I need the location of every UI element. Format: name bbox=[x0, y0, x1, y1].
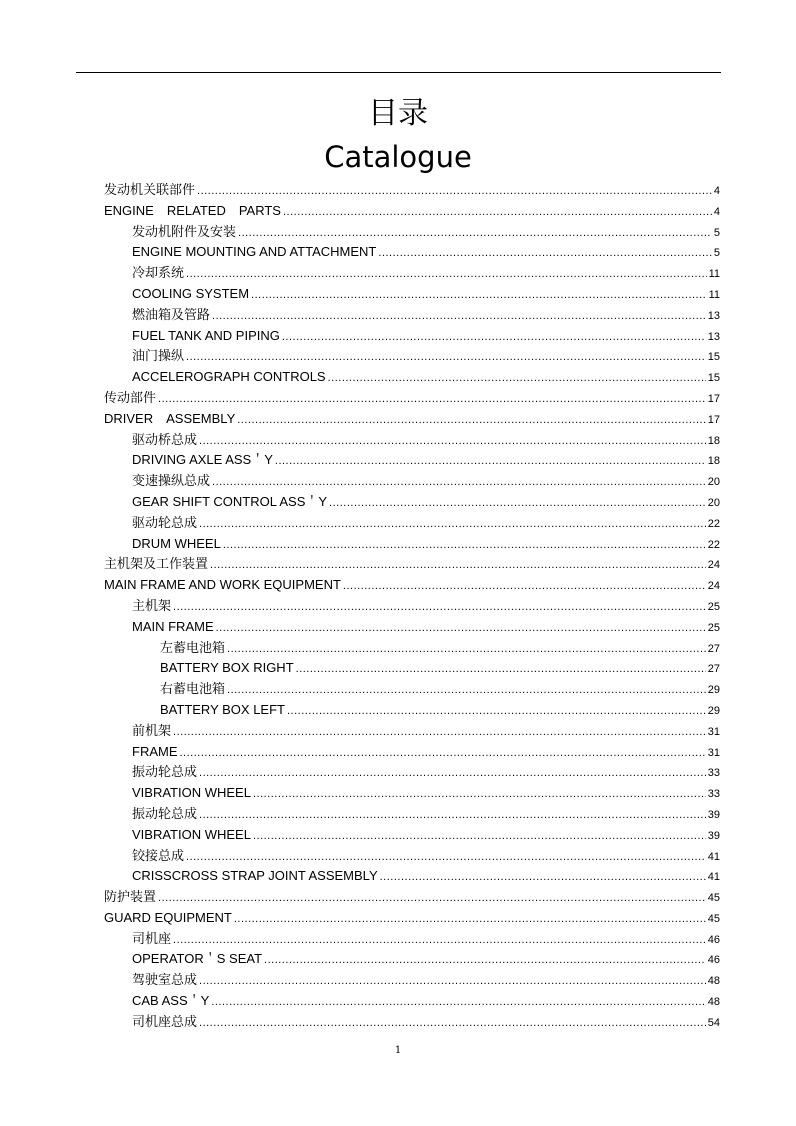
toc-entry-label: 左蓄电池箱 bbox=[160, 639, 226, 655]
dot-leader bbox=[275, 451, 706, 472]
toc-entry[interactable] bbox=[104, 887, 720, 908]
toc-entry[interactable] bbox=[104, 762, 720, 783]
toc-entry-page: 39 bbox=[707, 829, 720, 842]
toc-entry-label: VIBRATION WHEEL bbox=[132, 826, 251, 842]
toc-entry-label: GEAR SHIFT CONTROL ASS＇Y bbox=[132, 493, 328, 509]
toc-entry-page: 33 bbox=[707, 788, 720, 801]
toc-entry-label: COOLING SYSTEM bbox=[132, 285, 250, 301]
toc-entry-page: 46 bbox=[707, 954, 720, 967]
toc-entry-label: OPERATOR＇S SEAT bbox=[132, 951, 263, 967]
toc-entry-page: 20 bbox=[707, 476, 720, 489]
dot-leader bbox=[199, 514, 706, 535]
toc-entry-page: 24 bbox=[707, 559, 720, 572]
dot-leader bbox=[173, 930, 706, 951]
toc-entry-page: 18 bbox=[707, 455, 720, 468]
toc-entry-page: 22 bbox=[707, 517, 720, 530]
toc-entry[interactable] bbox=[104, 742, 720, 763]
dot-leader bbox=[343, 576, 706, 597]
toc-entry[interactable] bbox=[104, 326, 720, 347]
toc-entry[interactable] bbox=[104, 804, 720, 825]
toc-entry-page: 20 bbox=[707, 496, 720, 509]
toc-entry-label: ENGINE RELATED PARTS bbox=[104, 202, 281, 218]
dot-leader bbox=[212, 472, 706, 493]
toc-entry-label: 驱动轮总成 bbox=[132, 514, 198, 530]
toc-entry[interactable] bbox=[104, 721, 720, 742]
toc-entry-page: 27 bbox=[707, 663, 720, 676]
toc-entry-page: 29 bbox=[707, 684, 720, 697]
dot-leader bbox=[380, 867, 706, 888]
toc-entry[interactable] bbox=[104, 929, 720, 950]
toc-entry-label: CAB ASS＇Y bbox=[132, 993, 210, 1009]
toc-entry-page: 25 bbox=[707, 621, 720, 634]
toc-entry[interactable] bbox=[104, 908, 720, 929]
toc-entry[interactable] bbox=[104, 1012, 720, 1033]
dot-leader bbox=[173, 597, 706, 618]
toc-entry[interactable] bbox=[104, 367, 720, 388]
toc-entry-label: 驾驶室总成 bbox=[132, 972, 198, 988]
toc-entry-label: 油门操纵 bbox=[132, 348, 185, 364]
toc-entry-page: 4 bbox=[713, 205, 720, 218]
dot-leader bbox=[186, 264, 707, 285]
toc-entry-label: BATTERY BOX LEFT bbox=[160, 701, 285, 717]
toc-entry-label: 燃油箱及管路 bbox=[132, 306, 211, 322]
toc-entry-label: DRUM WHEEL bbox=[132, 535, 221, 551]
toc-entry-page: 39 bbox=[707, 808, 720, 821]
toc-entry-page: 15 bbox=[707, 351, 720, 364]
dot-leader bbox=[158, 888, 706, 909]
toc-entry[interactable] bbox=[104, 263, 720, 284]
toc-entry-label: FUEL TANK AND PIPING bbox=[132, 327, 280, 343]
toc-entry[interactable] bbox=[104, 575, 720, 596]
toc-entry-page: 54 bbox=[707, 1016, 720, 1029]
toc-entry-page: 45 bbox=[707, 912, 720, 925]
dot-leader bbox=[227, 680, 706, 701]
dot-leader bbox=[264, 950, 706, 971]
toc-entry-label: 振动轮总成 bbox=[132, 805, 198, 821]
toc-entry-label: MAIN FRAME bbox=[132, 618, 214, 634]
dot-leader bbox=[328, 368, 706, 389]
toc-entry-label: ACCELEROGRAPH CONTROLS bbox=[132, 369, 326, 385]
dot-leader bbox=[234, 909, 706, 930]
toc-entry[interactable] bbox=[104, 305, 720, 326]
dot-leader bbox=[199, 431, 706, 452]
dot-leader bbox=[223, 535, 706, 556]
toc-entry[interactable] bbox=[104, 388, 720, 409]
page-title-cn: 目录 bbox=[368, 96, 428, 131]
toc-entry-label: FRAME bbox=[132, 743, 178, 759]
dot-leader bbox=[199, 971, 706, 992]
toc-entry-page: 11 bbox=[708, 268, 720, 281]
dot-leader bbox=[282, 327, 706, 348]
page-number: 1 bbox=[394, 1045, 402, 1056]
toc-entry-label: 发动机关联部件 bbox=[104, 182, 196, 197]
toc-entry-label: GUARD EQUIPMENT bbox=[104, 909, 232, 925]
toc-entry-label: 防护装置 bbox=[104, 889, 157, 905]
toc-entry-page: 29 bbox=[707, 704, 720, 717]
dot-leader bbox=[253, 826, 706, 847]
toc-entry[interactable] bbox=[104, 492, 720, 513]
toc-entry-page: 41 bbox=[707, 850, 720, 863]
toc-entry[interactable] bbox=[104, 513, 720, 534]
toc-entry[interactable] bbox=[104, 846, 720, 867]
dot-leader bbox=[238, 223, 712, 244]
toc-entry[interactable] bbox=[104, 949, 720, 970]
toc-entry-page: 17 bbox=[707, 392, 720, 405]
toc-entry[interactable] bbox=[104, 284, 720, 305]
dot-leader bbox=[180, 743, 706, 764]
toc-entry-label: 铰接总成 bbox=[132, 847, 185, 863]
toc-entry-page: 33 bbox=[707, 767, 720, 780]
dot-leader bbox=[210, 555, 706, 576]
dot-leader bbox=[211, 992, 705, 1013]
toc-entry-page: 31 bbox=[707, 725, 720, 738]
toc-entry-label: DRIVER ASSEMBLY bbox=[104, 410, 236, 426]
toc-entry-label: 振动轮总成 bbox=[132, 764, 198, 780]
dot-leader bbox=[216, 618, 706, 639]
toc-entry-page: 48 bbox=[707, 975, 720, 988]
toc-entry-page: 17 bbox=[707, 413, 720, 426]
dot-leader bbox=[237, 410, 706, 431]
toc-entry[interactable] bbox=[104, 638, 720, 659]
toc-entry[interactable] bbox=[104, 970, 720, 991]
toc-entry[interactable] bbox=[104, 346, 720, 367]
toc-entry-page: 46 bbox=[707, 933, 720, 946]
toc-entry[interactable] bbox=[104, 658, 720, 679]
dot-leader bbox=[227, 639, 706, 660]
dot-leader bbox=[158, 389, 706, 410]
toc-entry-page: 18 bbox=[707, 434, 720, 447]
toc-entry[interactable] bbox=[104, 201, 720, 222]
toc-entry-label: 司机座总成 bbox=[132, 1013, 198, 1029]
page-title-en: Catalogue bbox=[324, 140, 472, 174]
toc-entry-page: 24 bbox=[707, 580, 720, 593]
toc-entry-page: 45 bbox=[707, 892, 720, 905]
dot-leader bbox=[199, 805, 706, 826]
toc-entry[interactable] bbox=[104, 596, 720, 617]
toc-entry-page: 22 bbox=[707, 538, 720, 551]
dot-leader bbox=[199, 1013, 706, 1034]
dot-leader bbox=[287, 701, 706, 722]
toc-entry[interactable] bbox=[104, 534, 720, 555]
dot-leader bbox=[251, 285, 707, 306]
toc-entry-page: 27 bbox=[707, 642, 720, 655]
toc-entry-page: 25 bbox=[707, 600, 720, 613]
toc-entry-label: 右蓄电池箱 bbox=[160, 681, 226, 697]
toc-entry-label: MAIN FRAME AND WORK EQUIPMENT bbox=[104, 577, 341, 593]
toc-entry-label: 司机座 bbox=[132, 930, 172, 946]
toc-entry[interactable] bbox=[104, 430, 720, 451]
toc-entry-page: 13 bbox=[707, 309, 720, 322]
toc-entry-label: 传动部件 bbox=[104, 389, 157, 405]
toc-entry[interactable] bbox=[104, 617, 720, 638]
dot-leader bbox=[283, 202, 712, 223]
dot-leader bbox=[253, 784, 706, 805]
toc-entry-label: 前机架 bbox=[132, 722, 172, 738]
dot-leader bbox=[378, 243, 712, 264]
dot-leader bbox=[296, 659, 706, 680]
toc-entry[interactable] bbox=[104, 700, 720, 721]
toc-entry[interactable] bbox=[104, 180, 720, 201]
toc-entry-page: 4 bbox=[713, 185, 720, 197]
dot-leader bbox=[197, 181, 712, 202]
toc-entry-page: 31 bbox=[707, 746, 720, 759]
toc-entry[interactable] bbox=[104, 409, 720, 430]
dot-leader bbox=[173, 722, 706, 743]
toc-entry-page: 15 bbox=[707, 372, 720, 385]
dot-leader bbox=[186, 347, 706, 368]
toc-entry-page: 11 bbox=[708, 288, 720, 301]
header-rule bbox=[76, 72, 721, 73]
toc-entry[interactable] bbox=[104, 679, 720, 700]
toc-entry-label: BATTERY BOX RIGHT bbox=[160, 660, 294, 676]
toc-entry-page: 5 bbox=[713, 226, 720, 239]
toc-entry-label: CRISSCROSS STRAP JOINT ASSEMBLY bbox=[132, 868, 378, 884]
toc-entry-page: 48 bbox=[707, 996, 720, 1009]
toc-entry-label: 主机架及工作装置 bbox=[104, 556, 209, 572]
toc-entry[interactable] bbox=[104, 554, 720, 575]
toc-entry-label: 冷却系统 bbox=[132, 265, 185, 281]
toc-entry[interactable] bbox=[104, 991, 720, 1012]
toc-entry[interactable] bbox=[104, 825, 720, 846]
toc-entry-page: 41 bbox=[707, 871, 720, 884]
toc-entry-label: DRIVING AXLE ASS＇Y bbox=[132, 452, 273, 468]
toc-entry-label: 变速操纵总成 bbox=[132, 473, 211, 489]
toc-entry-label: VIBRATION WHEEL bbox=[132, 785, 251, 801]
toc-entry[interactable] bbox=[104, 450, 720, 471]
toc-entry-label: 驱动桥总成 bbox=[132, 431, 198, 447]
toc-entry-page: 13 bbox=[707, 330, 720, 343]
table-of-contents bbox=[104, 180, 720, 1033]
dot-leader bbox=[329, 493, 706, 514]
toc-entry-label: ENGINE MOUNTING AND ATTACHMENT bbox=[132, 244, 377, 260]
toc-entry[interactable] bbox=[104, 471, 720, 492]
toc-entry[interactable] bbox=[104, 222, 720, 243]
dot-leader bbox=[186, 847, 706, 868]
toc-entry-page: 5 bbox=[713, 247, 720, 260]
toc-entry[interactable] bbox=[104, 866, 720, 887]
toc-entry[interactable] bbox=[104, 242, 720, 263]
toc-entry[interactable] bbox=[104, 783, 720, 804]
toc-entry-label: 发动机附件及安装 bbox=[132, 223, 237, 239]
toc-entry-label: 主机架 bbox=[132, 597, 172, 613]
dot-leader bbox=[199, 763, 706, 784]
dot-leader bbox=[212, 306, 706, 327]
